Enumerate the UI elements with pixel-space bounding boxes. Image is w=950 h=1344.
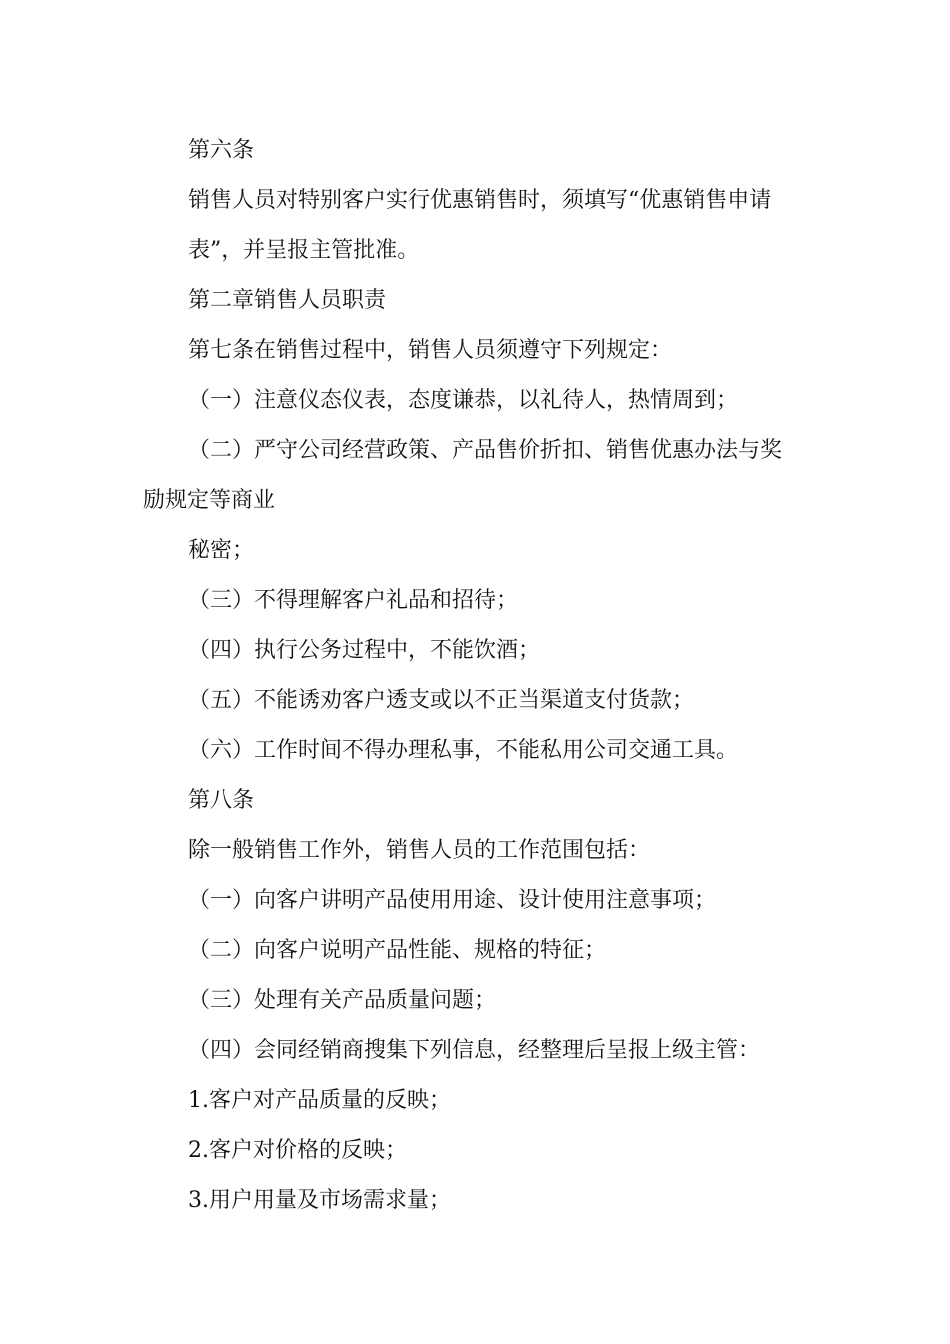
list-item: （一）向客户讲明产品使用用途、设计使用注意事项； [188, 888, 717, 913]
list-item: （六）工作时间不得办理私事，不能私用公司交通工具。 [188, 738, 739, 763]
list-item: （四）会同经销商搜集下列信息，经整理后呈报上级主管： [188, 1038, 761, 1063]
paragraph-line: 除一般销售工作外，销售人员的工作范围包括： [188, 838, 651, 863]
list-item: （三）处理有关产品质量问题； [188, 988, 497, 1013]
list-item: （三）不得理解客户礼品和招待； [188, 588, 519, 613]
article-6-heading: 第六条 [188, 138, 255, 163]
list-item: （二）严守公司经营政策、产品售价折扣、销售优惠办法与奖 [188, 438, 783, 463]
chapter-2-heading: 第二章销售人员职责 [188, 288, 387, 313]
list-item: （一）注意仪态仪表，态度谦恭，以礼待人，热情周到； [188, 388, 739, 413]
paragraph-line: 销售人员对特别客户实行优惠销售时，须填写“优惠销售申请 [188, 188, 772, 213]
paragraph-line: 表”，并呈报主管批准。 [188, 238, 420, 263]
numbered-item: 1.客户对产品质量的反映； [188, 1088, 451, 1113]
list-item-continuation: 秘密； [188, 538, 255, 563]
numbered-item: 3.用户用量及市场需求量； [188, 1188, 451, 1213]
list-item-continuation: 励规定等商业 [143, 488, 276, 513]
numbered-item: 2.客户对价格的反映； [188, 1138, 407, 1163]
article-7-heading: 第七条在销售过程中，销售人员须遵守下列规定： [188, 338, 673, 363]
list-item: （四）执行公务过程中，不能饮酒； [188, 638, 541, 663]
list-item: （五）不能诱劝客户透支或以不正当渠道支付货款； [188, 688, 695, 713]
list-item: （二）向客户说明产品性能、规格的特征； [188, 938, 607, 963]
article-8-heading: 第八条 [188, 788, 255, 813]
